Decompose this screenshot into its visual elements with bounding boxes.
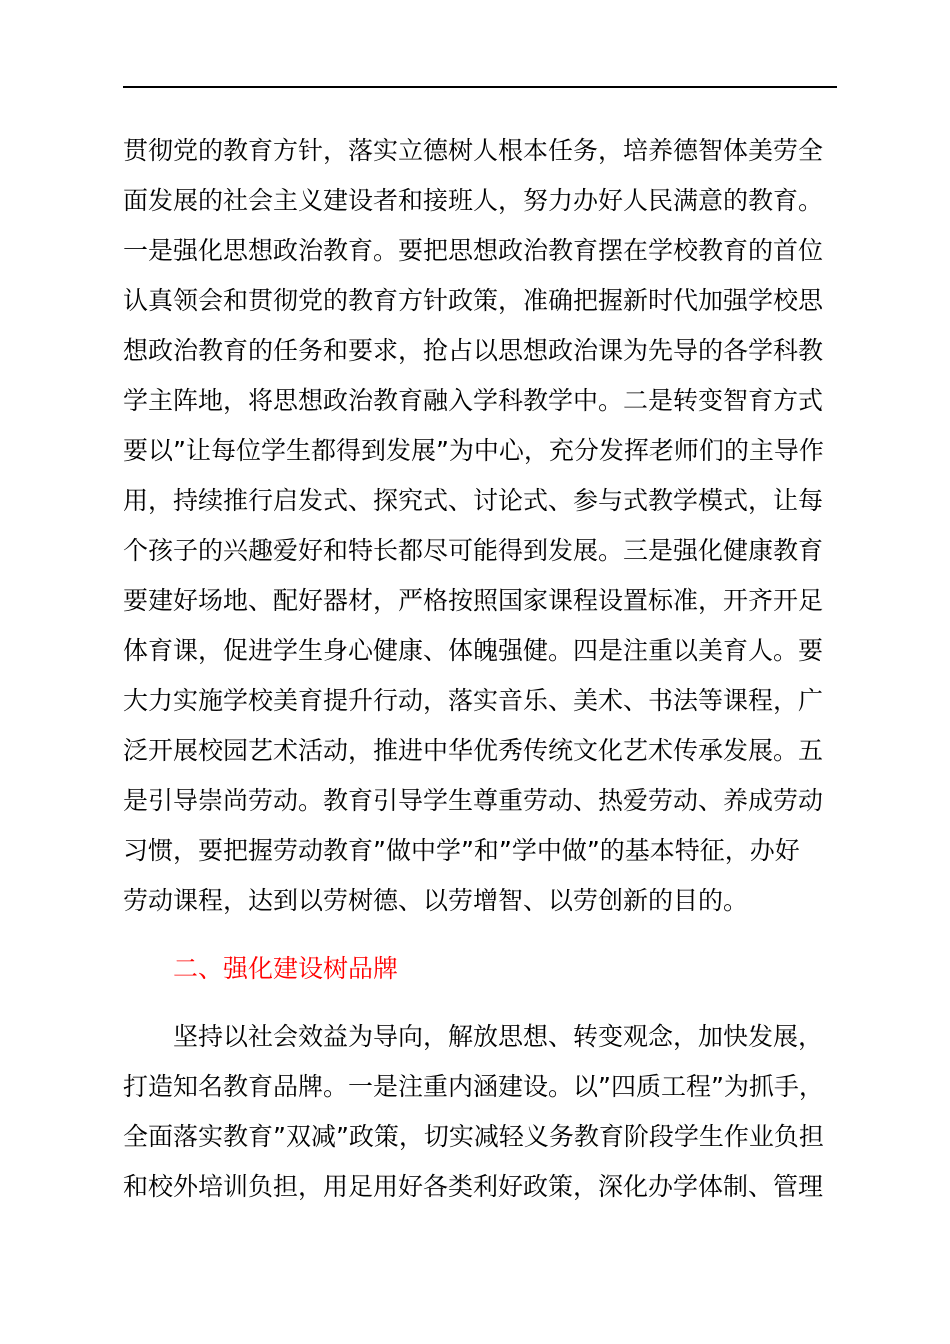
- text-line: 全面落实教育”双减”政策，切实减轻义务教育阶段学生作业负担: [123, 1122, 824, 1151]
- text-line: 泛开展校园艺术活动，推进中华优秀传统文化艺术传承发展。五: [123, 736, 824, 765]
- text-line: 认真领会和贯彻党的教育方针政策，准确把握新时代加强学校思: [123, 286, 824, 315]
- text-line: 体育课，促进学生身心健康、体魄强健。四是注重以美育人。要: [123, 636, 824, 665]
- text-line: 个孩子的兴趣爱好和特长都尽可能得到发展。三是强化健康教育: [123, 536, 824, 565]
- section-heading: 二、强化建设树品牌: [173, 954, 399, 983]
- document-body: [123, 126, 837, 1212]
- text-line: 用，持续推行启发式、探究式、讨论式、参与式教学模式，让每: [123, 486, 824, 515]
- text-line: 是引导崇尚劳动。教育引导学生尊重劳动、热爱劳动、养成劳动: [123, 786, 824, 815]
- text-line: 坚持以社会效益为导向，解放思想、转变观念，加快发展，: [173, 1022, 824, 1051]
- spacer: [123, 926, 837, 944]
- text-line: 贯彻党的教育方针，落实立德树人根本任务，培养德智体美劳全: [123, 136, 824, 165]
- text-line: 想政治教育的任务和要求，抢占以思想政治课为先导的各学科教: [123, 336, 824, 365]
- text-line: 和校外培训负担，用足用好各类利好政策，深化办学体制、管理: [123, 1172, 824, 1201]
- text-line: 大力实施学校美育提升行动，落实音乐、美术、书法等课程，广: [123, 686, 824, 715]
- section-2-text: [123, 1012, 837, 1212]
- section-1-text: [123, 126, 837, 926]
- text-line: 习惯，要把握劳动教育”做中学”和”学中做”的基本特征，办好: [123, 836, 800, 865]
- text-line: 劳动课程，达到以劳树德、以劳增智、以劳创新的目的。: [123, 886, 749, 915]
- spacer: [123, 994, 837, 1012]
- header-rule: [123, 86, 837, 88]
- text-line: 打造知名教育品牌。一是注重内涵建设。以”四质工程”为抓手，: [123, 1072, 824, 1101]
- text-line: 学主阵地，将思想政治教育融入学科教学中。二是转变智育方式: [123, 386, 824, 415]
- text-line: 一是强化思想政治教育。要把思想政治教育摆在学校教育的首位: [123, 236, 824, 265]
- text-line: 要建好场地、配好器材，严格按照国家课程设置标准，开齐开足: [123, 586, 824, 615]
- text-line: 要以”让每位学生都得到发展”为中心，充分发挥老师们的主导作: [123, 436, 824, 465]
- text-line: 面发展的社会主义建设者和接班人，努力办好人民满意的教育。: [123, 186, 824, 215]
